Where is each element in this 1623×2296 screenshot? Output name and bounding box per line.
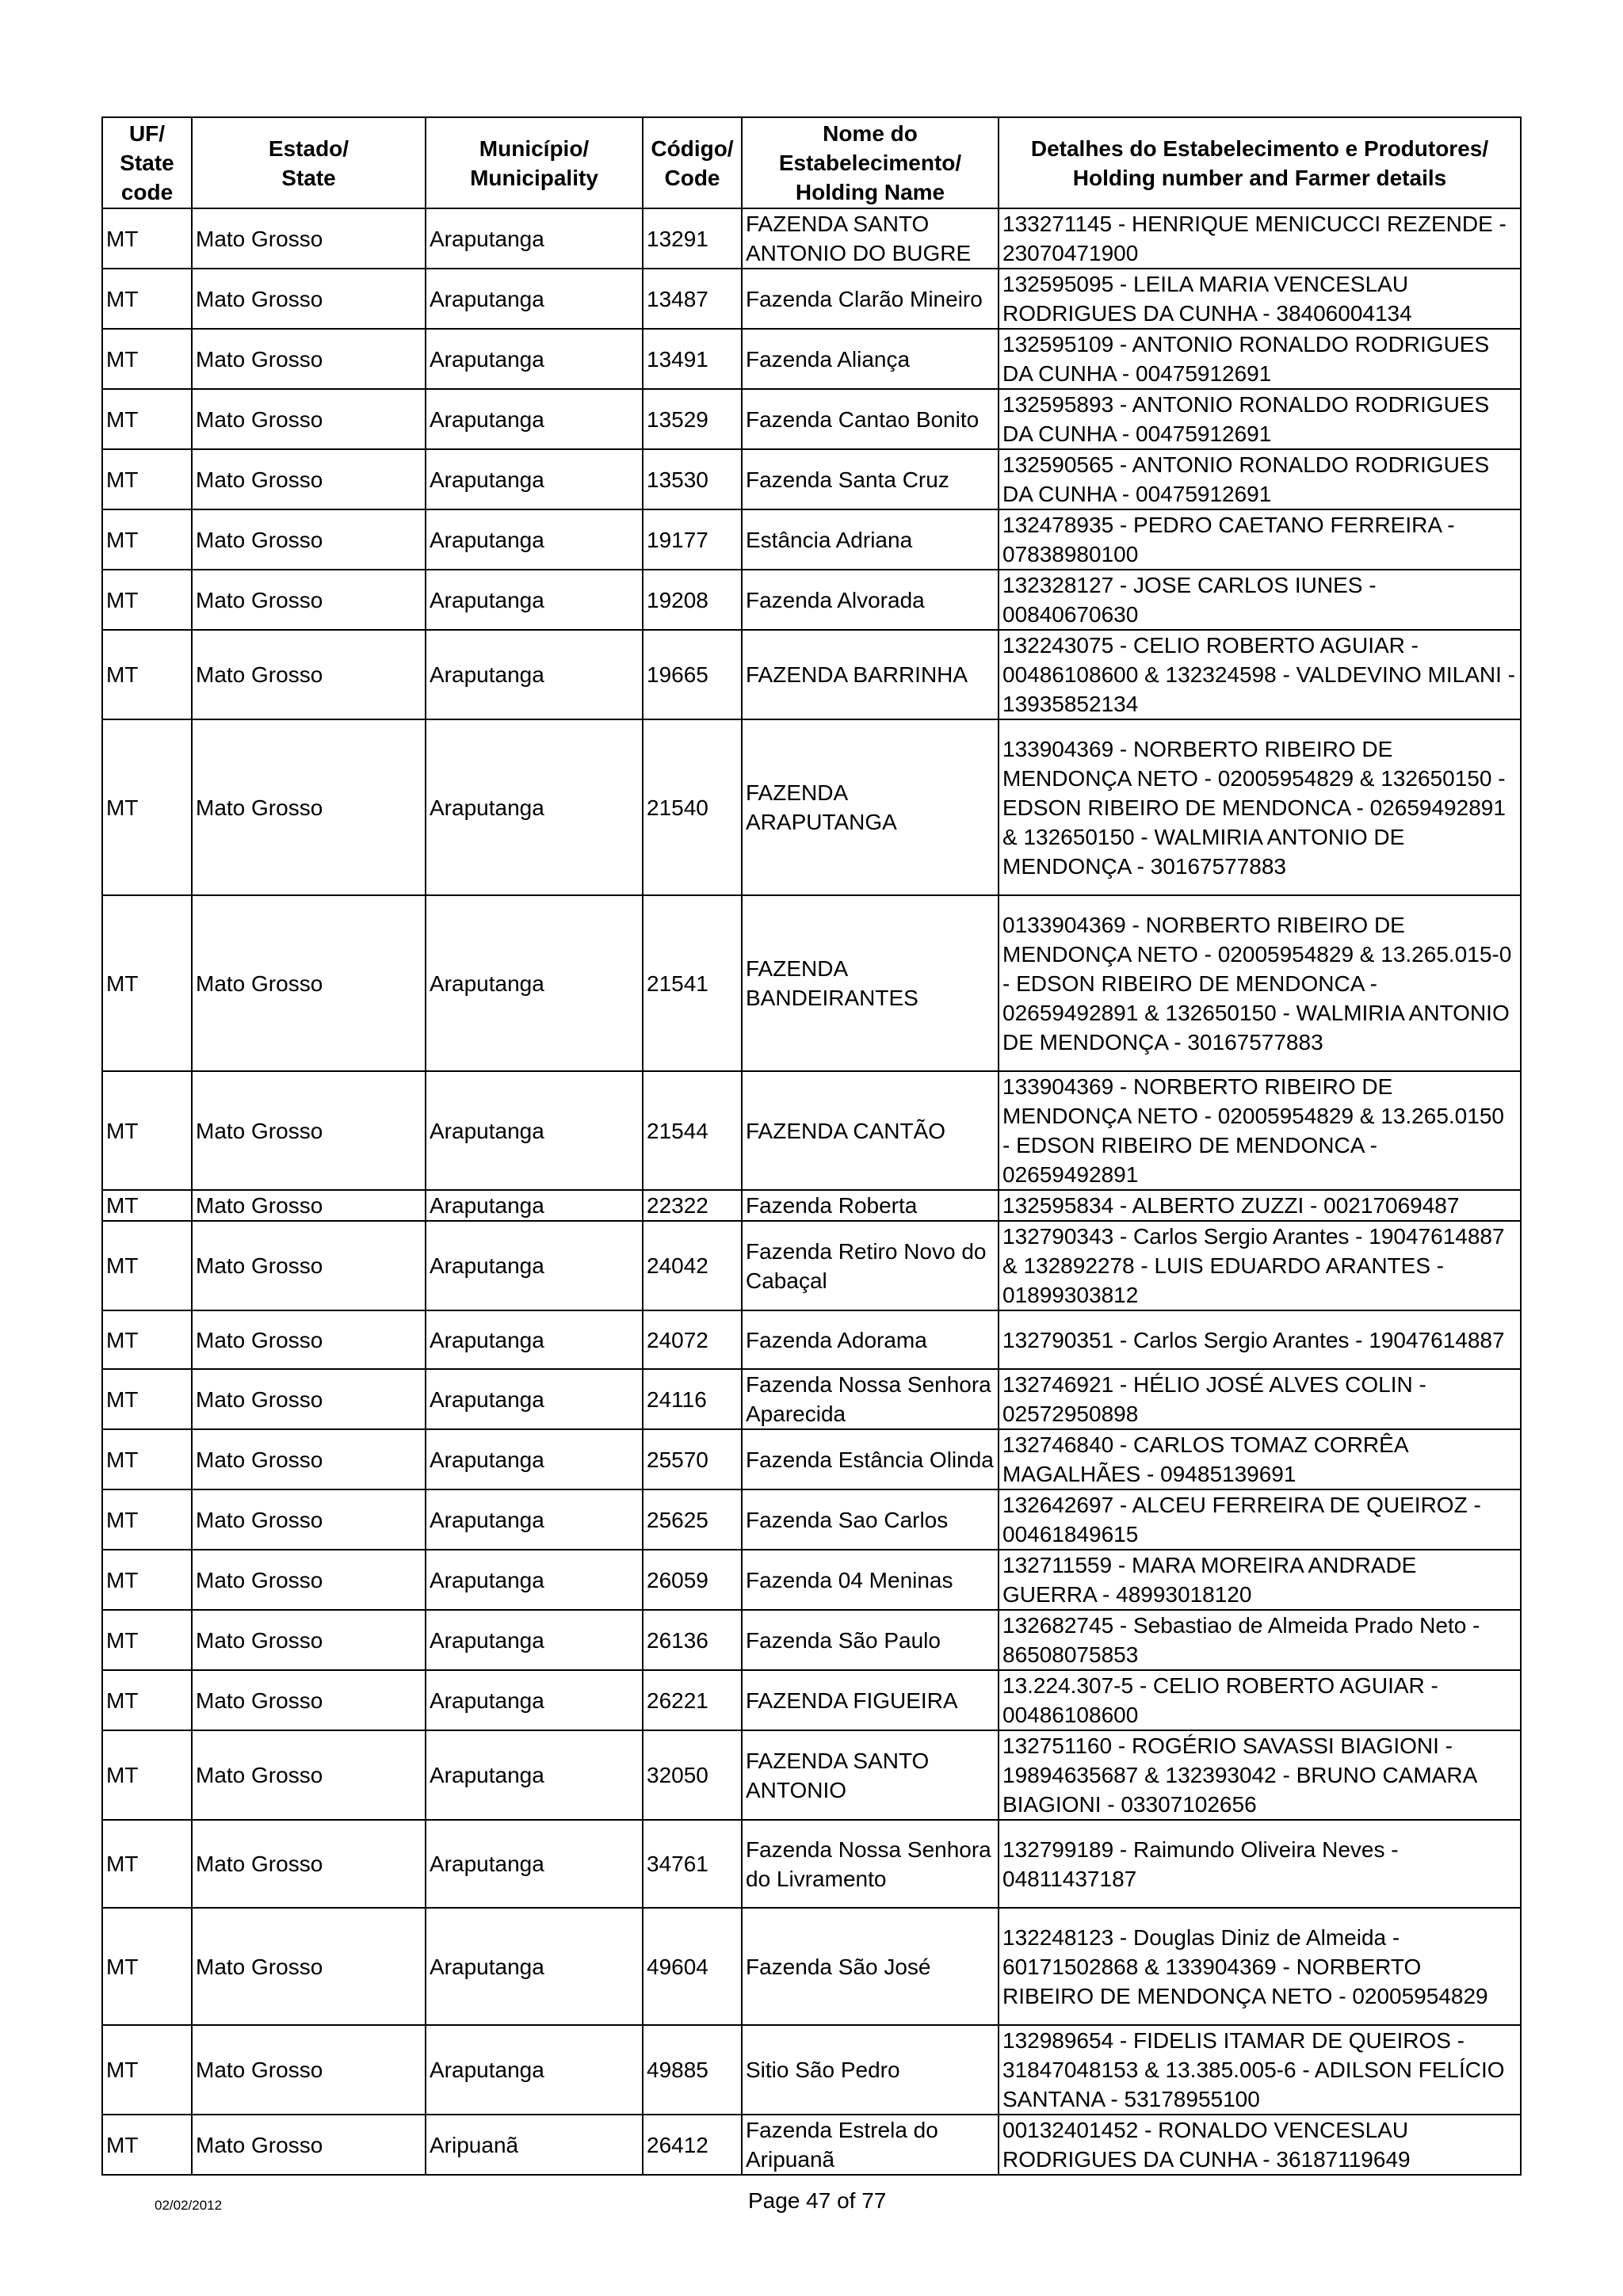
header-detalhes: Detalhes do Estabelecimento e Produtores/ Holding number and Farmer details xyxy=(999,117,1521,208)
table-row xyxy=(102,1310,1521,1369)
table-row xyxy=(102,389,1521,449)
cell-codigo: 21541 xyxy=(643,895,742,1071)
cell-uf: MT xyxy=(102,1670,192,1730)
cell-municipio: Araputanga xyxy=(426,509,643,570)
cell-nome: Fazenda São José xyxy=(742,1908,999,2025)
cell-municipio: Araputanga xyxy=(426,2025,643,2115)
cell-detalhes: 13.224.307-5 - CELIO ROBERTO AGUIAR - 00486108600 xyxy=(999,1670,1521,1730)
cell-uf: MT xyxy=(102,570,192,630)
table-row xyxy=(102,630,1521,719)
cell-codigo: 13529 xyxy=(643,389,742,449)
cell-municipio: Araputanga xyxy=(426,1820,643,1908)
cell-municipio: Araputanga xyxy=(426,1071,643,1190)
cell-codigo: 22322 xyxy=(643,1190,742,1221)
cell-uf: MT xyxy=(102,329,192,389)
cell-estado: Mato Grosso xyxy=(192,1730,426,1820)
table-row xyxy=(102,1429,1521,1489)
cell-municipio: Araputanga xyxy=(426,895,643,1071)
cell-nome: FAZENDA SANTO ANTONIO xyxy=(742,1730,999,1820)
cell-nome: Fazenda Roberta xyxy=(742,1190,999,1221)
cell-codigo: 21544 xyxy=(643,1071,742,1190)
cell-codigo: 13291 xyxy=(643,208,742,269)
cell-municipio: Araputanga xyxy=(426,1550,643,1610)
cell-municipio: Araputanga xyxy=(426,329,643,389)
cell-detalhes: 132328127 - JOSE CARLOS IUNES - 00840670630 xyxy=(999,570,1521,630)
cell-uf: MT xyxy=(102,1908,192,2025)
cell-nome: Fazenda Estrela do Aripuanã xyxy=(742,2115,999,2175)
cell-municipio: Araputanga xyxy=(426,1429,643,1489)
cell-estado: Mato Grosso xyxy=(192,1908,426,2025)
cell-codigo: 13530 xyxy=(643,449,742,509)
cell-municipio: Araputanga xyxy=(426,1670,643,1730)
table-row xyxy=(102,509,1521,570)
cell-detalhes: 132751160 - ROGÉRIO SAVASSI BIAGIONI - 19894635687 & 132393042 - BRUNO CAMARA BIAGIONI - 03307102656 xyxy=(999,1730,1521,1820)
cell-detalhes: 133904369 - NORBERTO RIBEIRO DE MENDONÇA NETO - 02005954829 & 13.265.0150 - EDSON RIBEIRO DE MENDONCA - 02659492891 xyxy=(999,1071,1521,1190)
cell-nome: FAZENDA ARAPUTANGA xyxy=(742,719,999,895)
cell-codigo: 26221 xyxy=(643,1670,742,1730)
cell-estado: Mato Grosso xyxy=(192,630,426,719)
cell-detalhes: 132595109 - ANTONIO RONALDO RODRIGUES DA CUNHA - 00475912691 xyxy=(999,329,1521,389)
cell-nome: Estância Adriana xyxy=(742,509,999,570)
cell-estado: Mato Grosso xyxy=(192,1310,426,1369)
cell-nome: FAZENDA CANTÃO xyxy=(742,1071,999,1190)
table-row xyxy=(102,208,1521,269)
cell-municipio: Araputanga xyxy=(426,1221,643,1310)
table-row xyxy=(102,1190,1521,1221)
cell-municipio: Araputanga xyxy=(426,1369,643,1429)
table-row xyxy=(102,895,1521,1071)
cell-municipio: Araputanga xyxy=(426,449,643,509)
cell-estado: Mato Grosso xyxy=(192,449,426,509)
cell-uf: MT xyxy=(102,1190,192,1221)
cell-codigo: 24042 xyxy=(643,1221,742,1310)
table-body xyxy=(102,208,1521,2175)
cell-detalhes: 00132401452 - RONALDO VENCESLAU RODRIGUES DA CUNHA - 36187119649 xyxy=(999,2115,1521,2175)
cell-nome: FAZENDA SANTO ANTONIO DO BUGRE xyxy=(742,208,999,269)
cell-estado: Mato Grosso xyxy=(192,269,426,329)
cell-uf: MT xyxy=(102,269,192,329)
cell-estado: Mato Grosso xyxy=(192,329,426,389)
cell-nome: FAZENDA FIGUEIRA xyxy=(742,1670,999,1730)
cell-codigo: 19208 xyxy=(643,570,742,630)
cell-uf: MT xyxy=(102,895,192,1071)
table-row xyxy=(102,1820,1521,1908)
cell-estado: Mato Grosso xyxy=(192,1071,426,1190)
cell-detalhes: 132746840 - CARLOS TOMAZ CORRÊA MAGALHÃES - 09485139691 xyxy=(999,1429,1521,1489)
cell-codigo: 26412 xyxy=(643,2115,742,2175)
cell-uf: MT xyxy=(102,1489,192,1550)
cell-nome: Fazenda Clarão Mineiro xyxy=(742,269,999,329)
cell-uf: MT xyxy=(102,719,192,895)
cell-detalhes: 132248123 - Douglas Diniz de Almeida - 60171502868 & 133904369 - NORBERTO RIBEIRO DE MENDONÇA NETO - 02005954829 xyxy=(999,1908,1521,2025)
cell-uf: MT xyxy=(102,449,192,509)
cell-detalhes: 132799189 - Raimundo Oliveira Neves - 04811437187 xyxy=(999,1820,1521,1908)
cell-estado: Mato Grosso xyxy=(192,719,426,895)
cell-estado: Mato Grosso xyxy=(192,1610,426,1670)
cell-estado: Mato Grosso xyxy=(192,509,426,570)
cell-estado: Mato Grosso xyxy=(192,895,426,1071)
cell-codigo: 13491 xyxy=(643,329,742,389)
table-row xyxy=(102,1610,1521,1670)
cell-estado: Mato Grosso xyxy=(192,1489,426,1550)
footer-date: 02/02/2012 xyxy=(155,2198,223,2213)
cell-uf: MT xyxy=(102,1820,192,1908)
cell-codigo: 21540 xyxy=(643,719,742,895)
cell-estado: Mato Grosso xyxy=(192,1550,426,1610)
cell-estado: Mato Grosso xyxy=(192,570,426,630)
cell-municipio: Araputanga xyxy=(426,1489,643,1550)
cell-detalhes: 133904369 - NORBERTO RIBEIRO DE MENDONÇA NETO - 02005954829 & 132650150 - EDSON RIBEIRO DE MENDONCA - 02659492891 & 132650150 - WALMIRIA ANTONIO DE MENDONÇA - 30167577883 xyxy=(999,719,1521,895)
table-row xyxy=(102,570,1521,630)
cell-estado: Mato Grosso xyxy=(192,389,426,449)
cell-detalhes: 132746921 - HÉLIO JOSÉ ALVES COLIN - 02572950898 xyxy=(999,1369,1521,1429)
cell-estado: Mato Grosso xyxy=(192,1670,426,1730)
cell-nome: Fazenda Cantao Bonito xyxy=(742,389,999,449)
cell-uf: MT xyxy=(102,1221,192,1310)
cell-detalhes: 133271145 - HENRIQUE MENICUCCI REZENDE - 23070471900 xyxy=(999,208,1521,269)
cell-detalhes: 132590565 - ANTONIO RONALDO RODRIGUES DA CUNHA - 00475912691 xyxy=(999,449,1521,509)
cell-codigo: 25625 xyxy=(643,1489,742,1550)
cell-municipio: Araputanga xyxy=(426,208,643,269)
cell-uf: MT xyxy=(102,1071,192,1190)
cell-municipio: Araputanga xyxy=(426,1190,643,1221)
cell-detalhes: 132595095 - LEILA MARIA VENCESLAU RODRIGUES DA CUNHA - 38406004134 xyxy=(999,269,1521,329)
header-municipio: Município/ Municipality xyxy=(426,117,643,208)
header-estado: Estado/ State xyxy=(192,117,426,208)
cell-codigo: 26059 xyxy=(643,1550,742,1610)
cell-codigo: 49604 xyxy=(643,1908,742,2025)
cell-uf: MT xyxy=(102,389,192,449)
cell-estado: Mato Grosso xyxy=(192,1429,426,1489)
cell-nome: Fazenda Estância Olinda xyxy=(742,1429,999,1489)
cell-nome: Fazenda Aliança xyxy=(742,329,999,389)
cell-nome: Fazenda 04 Meninas xyxy=(742,1550,999,1610)
cell-codigo: 24072 xyxy=(643,1310,742,1369)
cell-nome: Fazenda Santa Cruz xyxy=(742,449,999,509)
cell-codigo: 49885 xyxy=(643,2025,742,2115)
cell-detalhes: 132989654 - FIDELIS ITAMAR DE QUEIROS - 31847048153 & 13.385.005-6 - ADILSON FELÍCIO SANTANA - 53178955100 xyxy=(999,2025,1521,2115)
cell-uf: MT xyxy=(102,1730,192,1820)
cell-uf: MT xyxy=(102,208,192,269)
cell-municipio: Aripuanã xyxy=(426,2115,643,2175)
cell-estado: Mato Grosso xyxy=(192,208,426,269)
cell-nome: Fazenda Sao Carlos xyxy=(742,1489,999,1550)
header-codigo: Código/ Code xyxy=(643,117,742,208)
cell-estado: Mato Grosso xyxy=(192,2025,426,2115)
cell-municipio: Araputanga xyxy=(426,1310,643,1369)
cell-uf: MT xyxy=(102,630,192,719)
table-row xyxy=(102,2115,1521,2175)
cell-detalhes: 132682745 - Sebastiao de Almeida Prado Neto - 86508075853 xyxy=(999,1610,1521,1670)
cell-estado: Mato Grosso xyxy=(192,1190,426,1221)
table-header-row xyxy=(102,117,1521,208)
cell-uf: MT xyxy=(102,1429,192,1489)
table-row xyxy=(102,2025,1521,2115)
cell-uf: MT xyxy=(102,2115,192,2175)
table-row xyxy=(102,719,1521,895)
cell-municipio: Araputanga xyxy=(426,269,643,329)
cell-municipio: Araputanga xyxy=(426,719,643,895)
cell-municipio: Araputanga xyxy=(426,389,643,449)
cell-uf: MT xyxy=(102,1310,192,1369)
cell-nome: Fazenda Alvorada xyxy=(742,570,999,630)
table-row xyxy=(102,1071,1521,1190)
cell-codigo: 24116 xyxy=(643,1369,742,1429)
table-row xyxy=(102,1221,1521,1310)
cell-nome: Fazenda Nossa Senhora Aparecida xyxy=(742,1369,999,1429)
table-row xyxy=(102,269,1521,329)
table-row xyxy=(102,1908,1521,2025)
table-row xyxy=(102,1369,1521,1429)
cell-uf: MT xyxy=(102,1550,192,1610)
table-row xyxy=(102,1489,1521,1550)
cell-detalhes: 132478935 - PEDRO CAETANO FERREIRA - 07838980100 xyxy=(999,509,1521,570)
cell-estado: Mato Grosso xyxy=(192,1221,426,1310)
cell-nome: Fazenda São Paulo xyxy=(742,1610,999,1670)
cell-codigo: 32050 xyxy=(643,1730,742,1820)
cell-detalhes: 132790343 - Carlos Sergio Arantes - 19047614887 & 132892278 - LUIS EDUARDO ARANTES - 01899303812 xyxy=(999,1221,1521,1310)
table-row xyxy=(102,1670,1521,1730)
cell-estado: Mato Grosso xyxy=(192,1369,426,1429)
cell-uf: MT xyxy=(102,1610,192,1670)
cell-detalhes: 132595893 - ANTONIO RONALDO RODRIGUES DA CUNHA - 00475912691 xyxy=(999,389,1521,449)
cell-codigo: 13487 xyxy=(643,269,742,329)
cell-municipio: Araputanga xyxy=(426,630,643,719)
cell-estado: Mato Grosso xyxy=(192,1820,426,1908)
cell-detalhes: 132790351 - Carlos Sergio Arantes - 19047614887 xyxy=(999,1310,1521,1369)
cell-nome: Fazenda Nossa Senhora do Livramento xyxy=(742,1820,999,1908)
cell-municipio: Araputanga xyxy=(426,1610,643,1670)
cell-nome: Fazenda Retiro Novo do Cabaçal xyxy=(742,1221,999,1310)
table-row xyxy=(102,1550,1521,1610)
cell-detalhes: 0133904369 - NORBERTO RIBEIRO DE MENDONÇA NETO - 02005954829 & 13.265.015-0 - EDSON RIBEIRO DE MENDONCA - 02659492891 & 132650150 - WALMIRIA ANTONIO DE MENDONÇA - 30167577883 xyxy=(999,895,1521,1071)
cell-codigo: 26136 xyxy=(643,1610,742,1670)
cell-detalhes: 132642697 - ALCEU FERREIRA DE QUEIROZ - 00461849615 xyxy=(999,1489,1521,1550)
cell-municipio: Araputanga xyxy=(426,570,643,630)
cell-nome: FAZENDA BANDEIRANTES xyxy=(742,895,999,1071)
cell-uf: MT xyxy=(102,1369,192,1429)
cell-nome: Sitio São Pedro xyxy=(742,2025,999,2115)
cell-codigo: 34761 xyxy=(643,1820,742,1908)
header-nome: Nome do Estabelecimento/ Holding Name xyxy=(742,117,999,208)
cell-nome: Fazenda Adorama xyxy=(742,1310,999,1369)
cell-uf: MT xyxy=(102,509,192,570)
cell-nome: FAZENDA BARRINHA xyxy=(742,630,999,719)
table-row xyxy=(102,1730,1521,1820)
table-row xyxy=(102,329,1521,389)
cell-uf: MT xyxy=(102,2025,192,2115)
table-row xyxy=(102,449,1521,509)
cell-estado: Mato Grosso xyxy=(192,2115,426,2175)
header-uf: UF/ State code xyxy=(102,117,192,208)
cell-detalhes: 132243075 - CELIO ROBERTO AGUIAR - 00486108600 & 132324598 - VALDEVINO MILANI - 13935852134 xyxy=(999,630,1521,719)
cell-detalhes: 132595834 - ALBERTO ZUZZI - 00217069487 xyxy=(999,1190,1521,1221)
cell-codigo: 19177 xyxy=(643,509,742,570)
cell-codigo: 25570 xyxy=(643,1429,742,1489)
cell-detalhes: 132711559 - MARA MOREIRA ANDRADE GUERRA - 48993018120 xyxy=(999,1550,1521,1610)
cell-codigo: 19665 xyxy=(643,630,742,719)
cell-municipio: Araputanga xyxy=(426,1908,643,2025)
holdings-table xyxy=(101,116,1522,2176)
page-number: Page 47 of 77 xyxy=(748,2188,887,2213)
cell-municipio: Araputanga xyxy=(426,1730,643,1820)
